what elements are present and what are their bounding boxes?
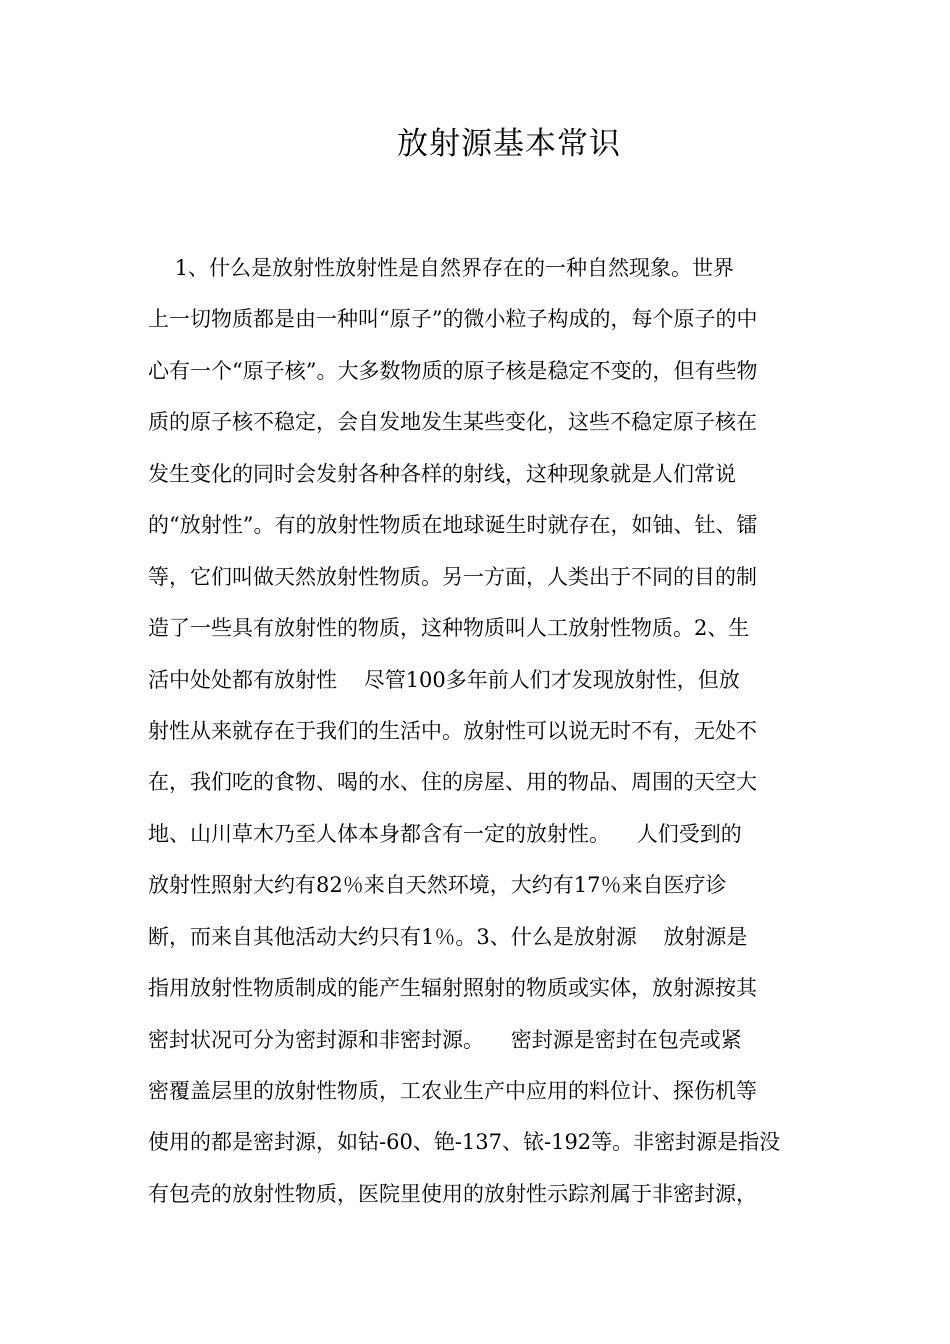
text-line: 造了一些具有放射性的物质，这种物质叫人工放射性物质。2、生 (148, 616, 750, 641)
text-line: 上一切物质都是由一种叫“原子”的微小粒子构成的，每个原子的中 (148, 307, 758, 332)
text-line: 放射性照射大约有82％来自天然环境，大约有17％来自医疗诊 (148, 873, 727, 898)
text-line: 1、什么是放射性放射性是自然界存在的一种自然现象。世界 (148, 256, 735, 280)
text-line: 在，我们吃的食物、喝的水、住的房屋、用的物品、周围的天空大 (148, 770, 757, 795)
text-line: 心有一个“原子核”。大多数物质的原子核是稳定不变的，但有些物 (148, 358, 758, 383)
text-line: 射性从来就存在于我们的生活中。放射性可以说无时不有，无处不 (148, 718, 757, 743)
text-line: 活中处处都有放射性 尽管100多年前人们才发现放射性，但放 (148, 667, 740, 692)
text-line: 使用的都是密封源，如钴-60、铯-137、铱-192等。非密封源是指没 (148, 1130, 781, 1155)
text-line: 密封状况可分为密封源和非密封源。 密封源是密封在包壳或紧 (148, 1027, 742, 1052)
body-text (148, 243, 808, 1220)
text-line: 地、山川草木乃至人体本身都含有一定的放射性。 人们受到的 (148, 821, 742, 846)
text-line: 有包壳的放射性物质，医院里使用的放射性示踪剂属于非密封源， (148, 1181, 757, 1206)
text-line: 断，而来自其他活动大约只有1％。3、什么是放射源 放射源是 (148, 924, 748, 949)
text-line: 发生变化的同时会发射各种各样的射线，这种现象就是人们常说 (148, 461, 736, 486)
page-title: 放射源基本常识 (397, 126, 621, 162)
text-line: 的“放射性”。有的放射性物质在地球诞生时就存在，如铀、钍、镭 (148, 513, 758, 538)
text-line: 指用放射性物质制成的能产生辐射照射的物质或实体，放射源按其 (148, 976, 757, 1001)
text-line: 等，它们叫做天然放射性物质。另一方面，人类出于不同的目的制 (148, 564, 757, 589)
text-line: 密覆盖层里的放射性物质，工农业生产中应用的料位计、探伤机等 (148, 1079, 757, 1103)
text-line: 质的原子核不稳定，会自发地发生某些变化，这些不稳定原子核在 (148, 410, 757, 435)
